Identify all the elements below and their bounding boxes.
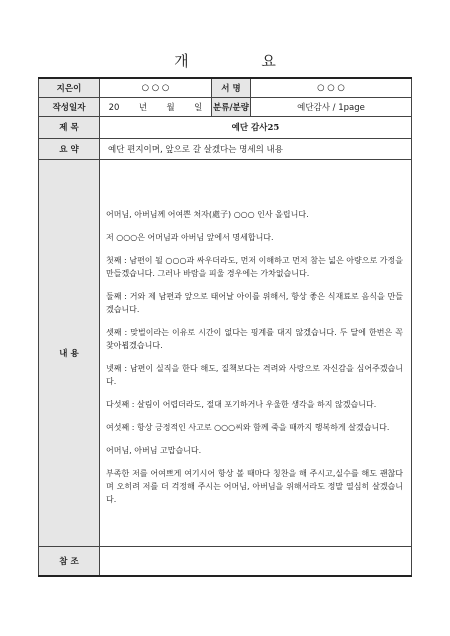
outline-form xyxy=(38,77,412,577)
author-label: 지은이 xyxy=(39,78,100,97)
reference-label: 참 조 xyxy=(39,546,100,576)
content-paragraph-third: 셋째 : 맞벌이라는 이유로 시간이 없다는 핑계를 대지 않겠습니다. 두 달에 한번은 꼭 찾아뵙겠습니다. xyxy=(106,327,403,350)
content-paragraph-second: 둘째 : 거와 제 남편과 앞으로 태어날 아이를 위해서, 항상 좋은 식재료로 음식을 만들겠습니다. xyxy=(106,291,403,314)
date-year: 20 xyxy=(108,102,120,113)
category-value: 예단감사 / 1page xyxy=(251,97,412,116)
content-paragraph-sixth: 여섯째 : 항상 긍정적인 사고로 ○○○씨와 함께 죽을 때까지 행복하게 살겠습니다. xyxy=(106,422,390,432)
book-name-label: 서 명 xyxy=(212,78,251,97)
date-value xyxy=(100,97,212,116)
content-paragraph-closing: 부족한 저를 어여쁘게 여기시어 항상 볼 때마다 칭찬을 해 주시고,실수를 해도 괜찮다며 오히려 저를 더 걱정해 주시는 어머님, 아버님을 위해서라도 정말 열심히 살겠습니다. xyxy=(106,468,403,504)
document-title: 개 요 xyxy=(174,52,310,70)
date-year-unit: 년 xyxy=(138,102,148,113)
content-paragraph-greeting: 어머님, 아버님께 어여쁜 처자(處子) ○○○ 인사 올립니다. xyxy=(106,209,309,219)
date-label: 작성일자 xyxy=(39,97,100,116)
author-value: ○ ○ ○ xyxy=(100,78,212,97)
content-label: 내 용 xyxy=(39,159,100,546)
reference-value xyxy=(100,546,412,576)
content-paragraph-fourth: 넷째 : 남편이 실직을 한다 해도, 질책보다는 격려와 사랑으로 자신감을 심어주겠습니다. xyxy=(106,363,403,386)
subject-value: 예단 감사25 xyxy=(100,116,412,138)
content-paragraph-fifth: 다섯째 : 살림이 어렵더라도, 절대 포기하거나 우울한 생각을 하지 않겠습니다. xyxy=(106,399,377,409)
date-month-unit: 월 xyxy=(166,102,175,113)
content-paragraph-first: 첫째 : 남편이 될 ○○○과 싸우더라도, 먼저 이해하고 먼저 참는 넓은 아량으로 가정을 만들겠습니다. 그러나 바람을 피울 경우에는 가차없습니다. xyxy=(106,255,403,278)
subject-label: 제 목 xyxy=(39,116,100,138)
summary-label: 요 약 xyxy=(39,138,100,159)
summary-value: 예단 편지이며, 앞으로 갈 살겠다는 명세의 내용 xyxy=(100,138,412,159)
book-name-value: ○ ○ ○ xyxy=(251,78,412,97)
content-paragraph-thanks: 어머님, 아버님 고맙습니다. xyxy=(106,445,202,455)
content-paragraph-pledge: 저 ○○○은 어머님과 아버님 앞에서 명세합니다. xyxy=(106,232,274,242)
date-day-unit: 일 xyxy=(194,102,203,113)
category-label: 분류/분량 xyxy=(212,97,251,116)
content-body xyxy=(100,159,412,546)
